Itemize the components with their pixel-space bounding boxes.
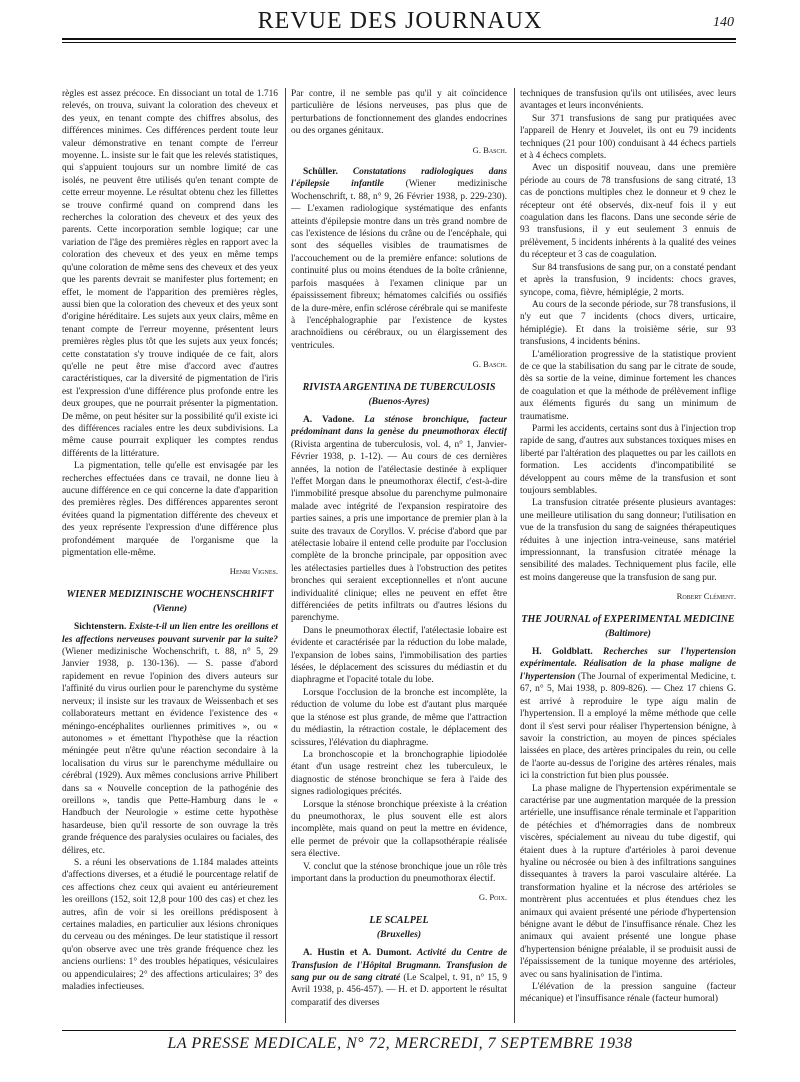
paragraph: Par contre, il ne semble pas qu'il y ait coïncidence particulière de lésions nerveuses, pas plus que de perturbations de fonctionnement des glandes endocrines ou des organes génitaux. bbox=[291, 89, 507, 137]
paragraph: L'élévation de la pression sanguine (facteur mécanique) et l'insuffisance rénale (facteur humoral) bbox=[520, 982, 736, 1005]
paragraph: Parmi les accidents, certains sont dus à l'injection trop rapide de sang, d'autres aux substances toxiques mises en liberté par l'altération des plaquettes ou par les caillots en formation. Les accidents d'incompatibilité se développent au cours même de la transfusion et sont toujours semblables. bbox=[520, 423, 736, 496]
article-title: Constatations radiologiques dans l'épilepsie infantile bbox=[291, 167, 507, 190]
article-title: Existe-t-il un lien entre les oreillons et les affections nerveuses pouvant survenir par la suite? bbox=[62, 622, 278, 645]
article-author: H. Goldblatt. bbox=[532, 647, 593, 658]
column-3 bbox=[520, 88, 736, 1028]
publication-line: LA PRESSE MEDICALE, N° 72, MERCREDI, 7 SEPTEMBRE 1938 bbox=[167, 1035, 633, 1052]
column-divider bbox=[285, 88, 286, 1023]
paragraph: Sur 371 transfusions de sang pur pratiquées avec l'appareil de Henry et Jouvelet, ils ont eu 79 incidents techniques (21 pour 100) conduisant à 44 échecs partiels et à 4 échecs complets. bbox=[520, 113, 736, 162]
paragraph: Au cours de la seconde période, sur 78 transfusions, il n'y eut que 7 incidents (chocs divers, urticaire, hémiplégie). Et dans la troisième série, sur 93 transfusions, 4 incidents bénins. bbox=[520, 299, 736, 348]
article-entry bbox=[62, 621, 278, 857]
article-entry bbox=[520, 646, 736, 782]
article-author: A. Hustin et A. Dumont. bbox=[303, 948, 412, 959]
column-2 bbox=[291, 88, 507, 1028]
paragraph: La transfusion citratée présente plusieurs avantages: une meilleure utilisation du sang donneur; l'utilisation en vue de la transfusion du sang de saignées thérapeutiques réduites à une injection intra-veineuse, sans matériel impressionnant, la transfusion citratée ménage la sensibilité des malades. Techniquement plus facile, elle est moins dangereuse que la transfusion de sang pur. bbox=[520, 498, 736, 583]
section-location: (Vienne) bbox=[152, 602, 188, 614]
author-signature: Henri Vignes. bbox=[229, 566, 278, 577]
paragraph: La pigmentation, telle qu'elle est envisagée par les recherches effectuées dans ce travail, ne donne lieu à aucune différence en ce qui concerne la date d'apparition des premières règles. Des différences apparentes seront évitées quand la pigmentation différente des cheveux et des yeux représente l'expression d'une différence plus profondément marquée de l'organisme que la pigmentation elle-même. bbox=[62, 461, 278, 559]
article-entry bbox=[291, 166, 507, 352]
column-1 bbox=[62, 88, 278, 1028]
paragraph: techniques de transfusion qu'ils ont utilisées, avec leurs avantages et leurs inconvénients. bbox=[520, 89, 736, 112]
section-location: (Bruxelles) bbox=[376, 928, 422, 940]
article-text: (The Journal of experimental Medicine, t. 67, n° 5, Mai 1938, p. 809-826). — Chez 17 chiens G. est arrivé à reproduire le type aigu malin de l'hypertension. Il a employé la même méthode que celle dont il s'est servi pour réaliser l'hypertension bénigne, à savoir la constriction, au moyen de pinces spéciales laissées en place, des artères principales du rein, ou celle de l'aorte au-dessus de l'origine des artères rénales, mais ici la constriction fut bien plus poussée. bbox=[520, 671, 736, 782]
section-location: (Baltimore) bbox=[605, 627, 651, 639]
article-title: La sténose bronchique, facteur prédominant dans la genèse du pneumothorax électif bbox=[291, 414, 507, 438]
author-signature: Robert Clément. bbox=[676, 591, 736, 602]
article-author: A. Vadone. bbox=[303, 414, 355, 425]
paragraph: Avec un dispositif nouveau, dans une première période au cours de 78 transfusions de sang citraté, 13 cas de ponctions multiples chez le donneur et 9 chez le récepteur ont été observés, dix-neuf fois il y eut coagulation dans les flacons. Dans une seconde série de 93 transfusions, il y eut seulement 3 ennuis de prélèvement, 5 incidents inhérents à la qualité des veines du récepteur et 3 cas de coagulation. bbox=[520, 163, 736, 261]
page-header bbox=[0, 0, 800, 80]
page-footer bbox=[0, 1030, 800, 1070]
paragraph: S. a réuni les observations de 1.184 malades atteints d'affections diverses, et a étudié le pourcentage relatif de ces affections chez ceux qui avaient eu antérieurement les oreillons (152, soit 12,8 pour 100 des cas) et chez les autres, afin de voir si les oreillons prédisposent à certaines maladies, en particulier aux lésions chroniques du cerveau ou des méninges. De leur statistique il ressort qu'on observe avec une très grande fréquence chez les anciens ourliens: 1° des troubles hépatiques, vésiculaires ou appendiculaires; 2° des affections articulaires; 3° des maladies infectieuses. bbox=[62, 857, 278, 993]
paragraph: La phase maligne de l'hypertension expérimentale se caractérise par une augmentation marquée de la pression artérielle, une insuffisance rénale terminale et l'apparition de pétéchies et d'hémorragies dans de nombreux viscères, spécialement au niveau du tube digestif, qui étaient dues à la rupture d'artérioles à paroi devenue hyaline ou nécrosée ou bien à des infiltrations sanguines dissequantes à travers la paroi vasculaire altérée. La transformation hyaline et la nécrose des artérioles se montrèrent plus accentuées et plus étendues chez les animaux qui avaient présenté une période d'hypertension bénigne avant le début de l'insuffisance rénale. Chez les animaux qui avaient présenté une longue phase d'hypertension bénigne préalable, il se produisit aussi de l'épaississement de la tunique moyenne des artérioles, avec ou sans hyalinisation de l'intima. bbox=[520, 783, 736, 980]
article-title: Recherches sur l'hypertension expérimentale. Réalisation de la phase maligne de l'hypertension bbox=[520, 647, 736, 682]
author-signature: G. Basch. bbox=[472, 359, 507, 370]
article-entry bbox=[291, 414, 507, 625]
paragraph: Lorsque l'occlusion de la bronche est incomplète, la réduction de volume du lobe est d'autant plus marquée que la sténose est plus grande, de même que l'attraction du médiastin, la rétraction costale, le déplacement des scissures, l'élévation du diaphragme. bbox=[291, 687, 507, 748]
article-entry bbox=[291, 947, 507, 1009]
paragraph: L'amélioration progressive de la statistique provient de ce que la stabilisation du sang par le citrate de soude, dès sa sortie de la veine, diminue fortement les chances de coagulation et que la méthode de prélèvement inflige aux éléments figurés du sang un minimum de traumatisme. bbox=[520, 349, 736, 422]
page-number: 140 bbox=[713, 15, 734, 30]
article-text: (Wiener medizinische Wochenschrift, t. 88, n° 9, 26 Février 1938, p. 229-230). — L'examen radiologique systématique des enfants atteints d'épilepsie montre dans un très grand nombre de cas l'existence de lésions du crâne ou de l'encéphale, qui sont des séquelles visibles de traumatismes de l'accouchement ou de la première enfance: solutions de continuité plus ou moins étendues de la boîte crânienne, parfois masquées à l'examen clinique par un épaississement fibreux; hématomes calcifiés ou ossifiés de la dure-mère, enfin sclérose cérébrale qui se manifeste à l'encéphalographie par l'existence de kystes arachnoïdiens ou cérébraux, ou un élargissement des ventricules. bbox=[291, 179, 507, 351]
section-heading: RIVISTA ARGENTINA DE TUBERCULOSIS bbox=[302, 381, 496, 393]
paragraph: règles est assez précoce. En dissociant un total de 1.716 relevés, on trouva, suivant la coloration des cheveux et des yeux, en tenant compte des chiffres absolus, des différences minimes. Ces différences perdent toute leur valeur démonstrative en tenant compte de l'erreur moyenne. L. insiste sur le fait que les relevés statistiques, qui s'appuient toujours sur un nombre limité de cas isolés, ne peuvent être utilisés qu'en tenant compte de cette erreur moyenne. Le résultat obtenu chez les fillettes se trouve confirmé quand on comprend dans les recherches la coloration des cheveux et des yeux des parents. Cette incorporation semble logique; car une variation de l'âge des premières règles en rapport avec la coloration des cheveux et des yeux en même temps qu'une coloration de même sens des cheveux et des yeux que les parents devrait se manifester plus fortement; en effet, le moment de l'apparition des premières règles, aussi bien que la coloration des cheveux et des yeux sont d'origine héréditaire. Les sujets aux yeux clairs, même en tenant compte de l'erreur moyenne, présentent leurs premières règles plus tôt que les sujets aux yeux foncés; cette constatation s'y trouve indiquée de ce fait, alors qu'elle ne peut être mise d'accord avec d'autres caractéristiques, car la diversité de pigmentation de l'iris est l'expression d'une différence plus profonde entre les deux groupes, que ne pourrait présenter la pigmentation. De même, on peut hésiter sur la possibilité qu'il existe ici des différences raciales entre les deux subdivisions. La même cause pourrait expliquer les comptes rendus différents de la littérature. bbox=[62, 89, 278, 459]
article-text: (Rivista argentina de tuberculosis, vol. 4, n° 1, Janvier-Février 1938, p. 1-12). — Au cours de ces dernières années, la notion de l'atélectasie destinée à expliquer l'effet Morgan dans le pneumothorax électif, c'est-à-dire l'immobilité presque absolue du parenchyme pulmonaire malade avec intégrité de l'expansion respiratoire des parties saines, a pris une importance de premier plan à la suite des travaux de Coryllos. V. précise d'abord que par atélectasie lobaire il entend celle produite par l'occlusion complète de la bronche principale, par opposition avec les atélectasies partielles dues à l'obstruction des petites bronches qui seraient exceptionnelles et n'ont aucune individualité clinique; elles ne peuvent en effet être différenciées de petits infiltrats ou d'autres lésions du parenchyme. bbox=[291, 439, 507, 624]
paragraph: La bronchoscopie et la bronchographie lipiodolée étant d'un usage restreint chez les tuberculeux, le diagnostic de sténose bronchique se fera à l'aide des signes radiologiques précités. bbox=[291, 749, 507, 798]
article-author: Schüller. bbox=[303, 167, 338, 178]
section-heading: LE SCALPEL bbox=[369, 914, 429, 926]
article-title: Activité du Centre de Transfusion de l'Hôpital Brugmann. Transfusion de sang pur ou de sang citraté bbox=[291, 948, 507, 983]
article-body bbox=[62, 88, 736, 1028]
header-rule bbox=[62, 38, 736, 40]
section-heading: WIENER MEDIZINISCHE WOCHENSCHRIFT bbox=[66, 588, 274, 600]
paragraph: Sur 84 transfusions de sang pur, on a constaté pendant et après la transfusion, 9 incidents: chocs graves, syncope, coma, fièvre, hémiplégie, 2 morts. bbox=[520, 262, 736, 298]
column-divider bbox=[514, 88, 515, 1023]
author-signature: G. Poix. bbox=[478, 892, 507, 903]
section-heading: THE JOURNAL of EXPERIMENTAL MEDICINE bbox=[521, 613, 735, 625]
paragraph: Dans le pneumothorax électif, l'atélectasie lobaire est évidente et caractérisée par la réduction du lobe malade, l'expansion de lobes sains, l'immobilisation des parties lésées, le déplacement des scissures du médiastin et du diaphragme et l'opacité totale du lobe. bbox=[291, 625, 507, 686]
article-author: Sichtenstern. bbox=[74, 622, 127, 633]
paragraph: V. conclut que la sténose bronchique joue un rôle très important dans la production du pneumothorax électif. bbox=[291, 861, 507, 884]
header-rule-thin bbox=[62, 42, 736, 43]
footer-rule bbox=[62, 1030, 736, 1031]
journal-title: REVUE DES JOURNAUX bbox=[257, 8, 543, 34]
article-text: (Wiener medizinische Wochenschrift, t. 88, n° 5, 29 Janvier 1938, p. 130-136). — S. passe d'abord rapidement en revue l'opinion des divers auteurs sur l'affinité du virus ourlien pour le parenchyme du système nerveux; il insiste sur les travaux de Weissenbach et ses collaborateurs mettant en évidence l'existence des « méningo-encéphalites ourliennes primitives », ou « autonomes » et émettant l'hypothèse que la réaction méningée peut n'être qu'une réaction secondaire à la localisation du virus sur le parenchyme médullaire ou cérébral (1929). Aux mêmes conclusions arrive Philibert dans sa « Nouvelle conception de la pathogénie des oreillons », tandis que Pette-Hamburg dans le « Handbuch der Neurologie » estime cette hypothèse hasardeuse, bien qu'il ressorte de son ouvrage la très grande fréquence des paralysies oculaires ou faciales, des délires, etc. bbox=[62, 647, 278, 856]
author-signature: G. Basch. bbox=[472, 144, 507, 155]
paragraph: Lorsque la sténose bronchique préexiste à la création du pneumothorax, le plus souvent elle est alors incomplète, mais quand on peut la mettre en évidence, elle permet de prévoir que la collapsothérapie réalisée sera élective. bbox=[291, 799, 507, 860]
article-text: (Le Scalpel, t. 91, n° 15, 9 Avril 1938, p. 456-457). — H. et D. apportent le résultat comparatif des diverses bbox=[291, 973, 507, 1008]
section-location: (Buenos-Ayres) bbox=[368, 395, 430, 407]
